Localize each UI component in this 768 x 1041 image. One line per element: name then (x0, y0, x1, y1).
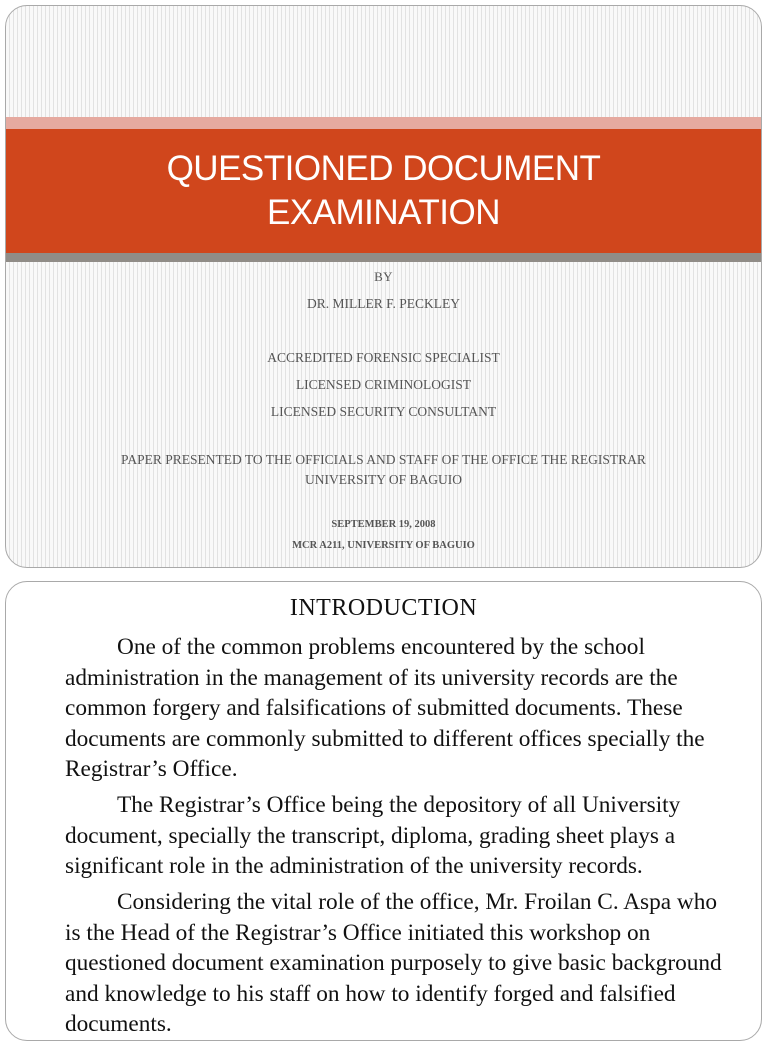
intro-paragraph-3: Considering the vital role of the office, Mr. Froilan C. Aspa who is the Head of the Registrar’s Office initiated this workshop on questioned document examination purposely to give basic background and knowledge to his staff on how to identify forged and falsified documents. (65, 889, 722, 1037)
institution-name: UNIVERSITY OF BAGUIO (305, 472, 462, 487)
title-slide (5, 5, 762, 568)
introduction-slide (5, 581, 762, 1041)
slide-heading: INTRODUCTION (289, 595, 478, 621)
title-band (6, 129, 761, 253)
presented-to-line: PAPER PRESENTED TO THE OFFICIALS AND STAFF OF THE OFFICE THE REGISTRAR (121, 452, 646, 467)
by-label: BY (374, 269, 393, 284)
credential-forensic: ACCREDITED FORENSIC SPECIALIST (267, 350, 500, 365)
presentation-venue: MCR A211, UNIVERSITY OF BAGUIO (292, 540, 475, 551)
intro-paragraph-1: One of the common problems encountered by the school administration in the management of its university records are the common forgery and falsifications of submitted documents. These documents are commonly submitted to different offices specially the Registrar’s Office. (65, 634, 705, 782)
intro-paragraph-2: The Registrar’s Office being the depository of all University document, specially the transcript, diploma, grading sheet plays a significant role in the administration of the university records. (65, 792, 681, 879)
title-band-bottom-stripe (6, 253, 761, 262)
credential-security: LICENSED SECURITY CONSULTANT (270, 404, 497, 419)
author-name: DR. MILLER F. PECKLEY (306, 296, 461, 311)
slide-title-line-2: EXAMINATION (266, 193, 501, 232)
slide-title (167, 147, 601, 235)
credential-criminologist: LICENSED CRIMINOLOGIST (295, 377, 472, 392)
slide-title-line-1: QUESTIONED DOCUMENT (166, 149, 601, 188)
presentation-date: SEPTEMBER 19, 2008 (331, 519, 436, 530)
title-band-top-stripe (6, 117, 761, 129)
